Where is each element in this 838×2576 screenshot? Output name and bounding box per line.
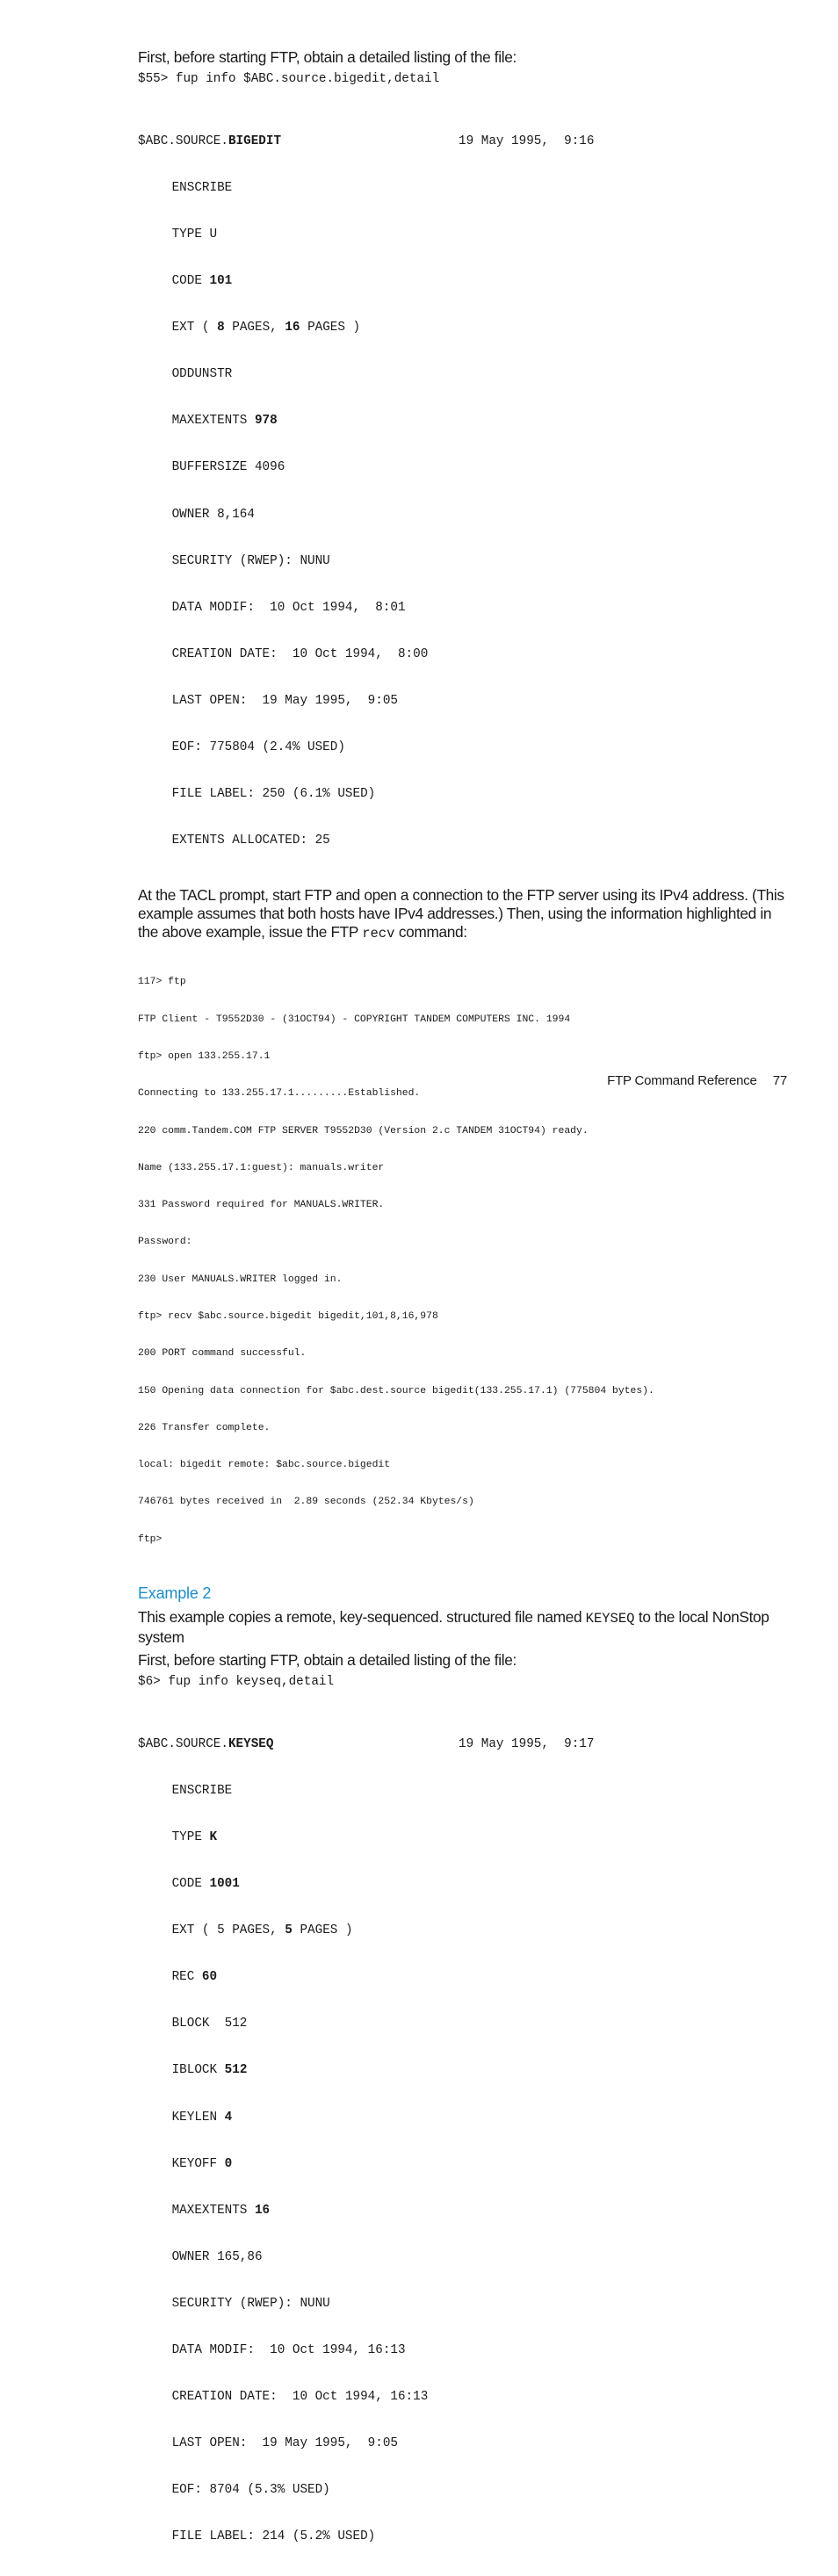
session-line: ftp> recv $abc.source.bigedit bigedit,101,8,16,978	[138, 1311, 438, 1323]
listing-line: FILE LABEL: 250 (6.1% USED)	[171, 787, 376, 802]
session-line: local: bigedit remote: $abc.source.bigedit	[138, 1460, 391, 1471]
listing-line: MAXEXTENTS 16	[171, 2203, 271, 2218]
listing-line: OWNER 165,86	[171, 2249, 263, 2264]
listing-line: TYPE K	[171, 1829, 218, 1844]
page-footer	[607, 1073, 787, 1088]
session-line: 150 Opening data connection for $abc.dest.source bigedit(133.255.17.1) (775804 bytes).	[138, 1385, 654, 1396]
listing-line: DATA MODIF: 10 Oct 1994, 8:01	[171, 600, 406, 615]
listing-line: KEYLEN 4	[171, 2110, 233, 2125]
example-2-description: This example copies a remote, key-sequenced. structured file named KEYSEQ to the local NonStop system	[138, 1607, 769, 1646]
file-name: BIGEDIT	[228, 133, 282, 148]
session-line: 220 comm.Tandem.COM FTP SERVER T9552D30 (Version 2.c TANDEM 31OCT94) ready.	[138, 1125, 589, 1136]
listing-line: FILE LABEL: 214 (5.2% USED)	[171, 2529, 376, 2544]
ftp-session	[138, 951, 792, 1570]
listing-line: LAST OPEN: 19 May 1995, 9:05	[171, 2436, 398, 2451]
listing-line: CREATION DATE: 10 Oct 1994, 8:00	[171, 646, 429, 661]
listing-line: BLOCK 512	[171, 2017, 248, 2031]
listing-line: ENSCRIBE	[171, 1783, 233, 1798]
session-line: 226 Transfer complete.	[138, 1422, 271, 1433]
file-name: KEYSEQ	[228, 1736, 274, 1751]
listing-line: OWNER 8,164	[171, 507, 255, 522]
session-line: Connecting to 133.255.17.1.........Established.	[138, 1088, 421, 1100]
session-line: 117> ftp	[138, 977, 186, 988]
listing-line: CODE 101	[171, 274, 233, 289]
session-line: 200 PORT command successful.	[138, 1348, 307, 1360]
page-number: 77	[772, 1073, 787, 1088]
listing-line: EOF: 8704 (5.3% USED)	[171, 2483, 330, 2498]
page-content	[138, 46, 792, 2576]
listing-date: 19 May 1995, 9:16	[459, 133, 595, 148]
file-listing-1	[138, 103, 792, 880]
listing-header: $ABC.SOURCE.KEYSEQ 19 May 1995, 9:17	[138, 1736, 595, 1751]
listing-line: DATA MODIF: 10 Oct 1994, 16:13	[171, 2343, 406, 2357]
session-line: 331 Password required for MANUALS.WRITER.	[138, 1200, 385, 1211]
intro-paragraph: First, before starting FTP, obtain a detailed listing of the file:	[138, 48, 517, 66]
listing-line: ODDUNSTR	[171, 367, 233, 382]
listing-line: MAXEXTENTS 978	[171, 414, 278, 429]
listing-line: EXTENTS ALLOCATED: 25	[171, 833, 330, 848]
example-2-heading: Example 2	[138, 1584, 212, 1602]
listing-line: BUFFERSIZE 4096	[171, 460, 285, 475]
listing-line: SECURITY (RWEP): NUNU	[171, 2296, 330, 2311]
session-line: Name (133.255.17.1:guest): manuals.writer	[138, 1162, 385, 1173]
fup-command-2: $6> fup info keyseq,detail	[138, 1674, 335, 1689]
listing-line: ENSCRIBE	[171, 180, 233, 195]
footer-section-title: FTP Command Reference	[607, 1073, 757, 1088]
listing-line: REC 60	[171, 1970, 218, 1985]
listing-line: CODE 1001	[171, 1877, 240, 1892]
listing-line: SECURITY (RWEP): NUNU	[171, 553, 330, 568]
listing-line: EXT ( 5 PAGES, 5 PAGES )	[171, 1923, 353, 1938]
session-line: 746761 bytes received in 2.89 seconds (252.34 Kbytes/s)	[138, 1497, 474, 1508]
listing-date: 19 May 1995, 9:17	[459, 1736, 595, 1751]
listing-line: IBLOCK 512	[171, 2063, 248, 2078]
listing-line: KEYOFF 0	[171, 2156, 233, 2171]
keyseq-filename: KEYSEQ	[585, 1610, 635, 1627]
session-line: ftp> open 133.255.17.1	[138, 1051, 271, 1063]
fup-command-1: $55> fup info $ABC.source.bigedit,detail	[138, 72, 440, 86]
session-line: Password:	[138, 1237, 192, 1248]
session-line: 230 User MANUALS.WRITER logged in.	[138, 1274, 343, 1285]
listing-line: LAST OPEN: 19 May 1995, 9:05	[171, 693, 398, 708]
listing-line: CREATION DATE: 10 Oct 1994, 16:13	[171, 2390, 429, 2405]
recv-command: recv	[362, 926, 395, 942]
session-line: ftp>	[138, 1533, 163, 1545]
listing-line: EOF: 775804 (2.4% USED)	[171, 740, 345, 755]
file-listing-2	[138, 1706, 792, 2576]
tacl-paragraph: At the TACL prompt, start FTP and open a connection to the FTP server using its IPv4 address. (This example assumes that both hosts have IPv4 addresses.) Then, using the information highlighted in the above example, issue the FTP recv command:	[138, 886, 784, 942]
listing-line: EXT ( 8 PAGES, 16 PAGES )	[171, 321, 361, 336]
intro-paragraph-2: First, before starting FTP, obtain a detailed listing of the file:	[138, 1650, 517, 1669]
listing-line: TYPE U	[171, 227, 218, 242]
session-line: FTP Client - T9552D30 - (31OCT94) - COPYRIGHT TANDEM COMPUTERS INC. 1994	[138, 1014, 571, 1025]
listing-header: $ABC.SOURCE.BIGEDIT 19 May 1995, 9:16	[138, 133, 595, 148]
